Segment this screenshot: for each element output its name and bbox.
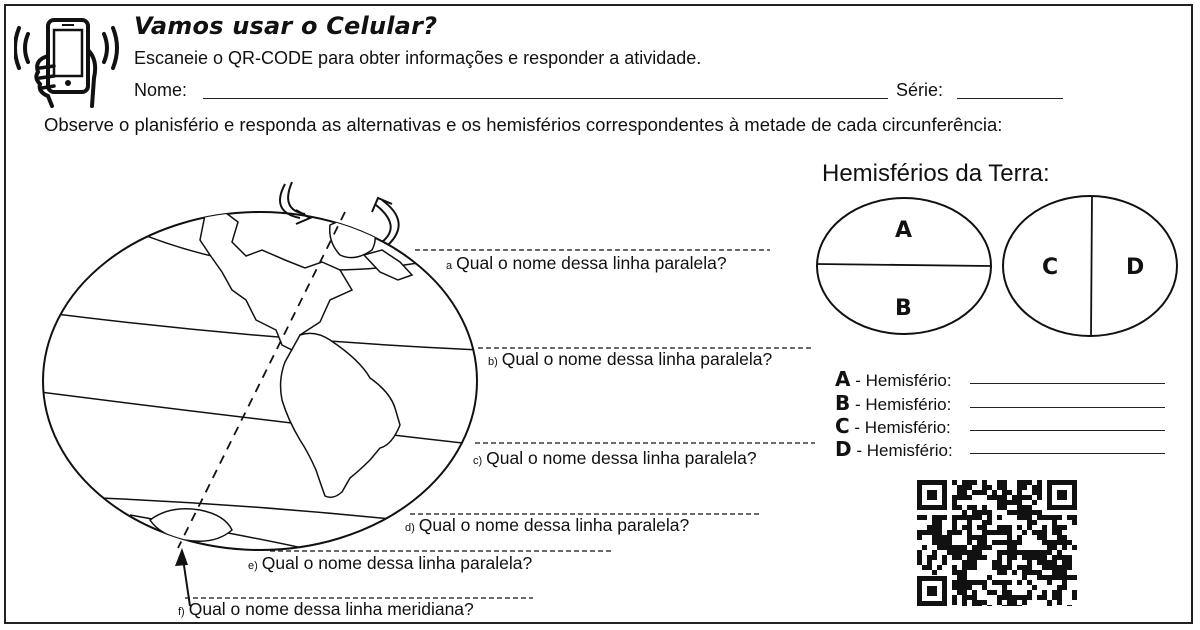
- name-field[interactable]: [203, 98, 888, 99]
- circle-west-east: [1003, 196, 1177, 336]
- meridian-arrowhead: [175, 548, 188, 566]
- hemispheres-title: Hemisférios da Terra:: [822, 160, 1050, 187]
- greenland-shape: [330, 219, 375, 257]
- question-b: b) Qual o nome dessa linha paralela?: [488, 349, 773, 369]
- answer-field-d[interactable]: [970, 453, 1165, 454]
- hemisphere-letter-c: C: [1042, 255, 1059, 280]
- hemisphere-letter-a: A: [895, 218, 913, 243]
- hemisphere-letter-b: B: [895, 296, 912, 321]
- question-f: f) Qual o nome dessa linha meridiana?: [178, 599, 474, 619]
- answer-field-c[interactable]: [970, 430, 1165, 431]
- hemisphere-letter-d: D: [1126, 255, 1145, 280]
- qr-code-icon[interactable]: [917, 480, 1077, 606]
- grade-field[interactable]: [957, 98, 1063, 99]
- answer-field-a[interactable]: [970, 383, 1165, 384]
- answer-field-b[interactable]: [970, 407, 1165, 408]
- answer-row-c: C - Hemisfério:: [835, 414, 951, 438]
- question-a: a Qual o nome dessa linha paralela?: [446, 253, 727, 273]
- answer-row-b: B - Hemisfério:: [835, 391, 952, 415]
- answer-row-a: A - Hemisfério:: [835, 367, 952, 391]
- question-d: d) Qual o nome dessa linha paralela?: [405, 515, 690, 535]
- question-c: c) Qual o nome dessa linha paralela?: [473, 448, 757, 468]
- name-label: Nome:: [134, 80, 188, 100]
- worksheet-title: Vamos usar o Celular?: [134, 12, 438, 40]
- phone-vibrating-icon: [14, 16, 124, 108]
- meridian-divider: [1091, 196, 1092, 336]
- question-e: e) Qual o nome dessa linha paralela?: [248, 553, 533, 573]
- instruction-text: Observe o planisfério e responda as alternativas e os hemisférios correspondentes à metade de cada circunferência:: [44, 114, 1003, 135]
- grade-label: Série:: [896, 80, 944, 100]
- answer-row-d: D - Hemisfério:: [835, 437, 953, 461]
- worksheet-subtitle: Escaneie o QR-CODE para obter informações e responder a atividade.: [134, 48, 702, 68]
